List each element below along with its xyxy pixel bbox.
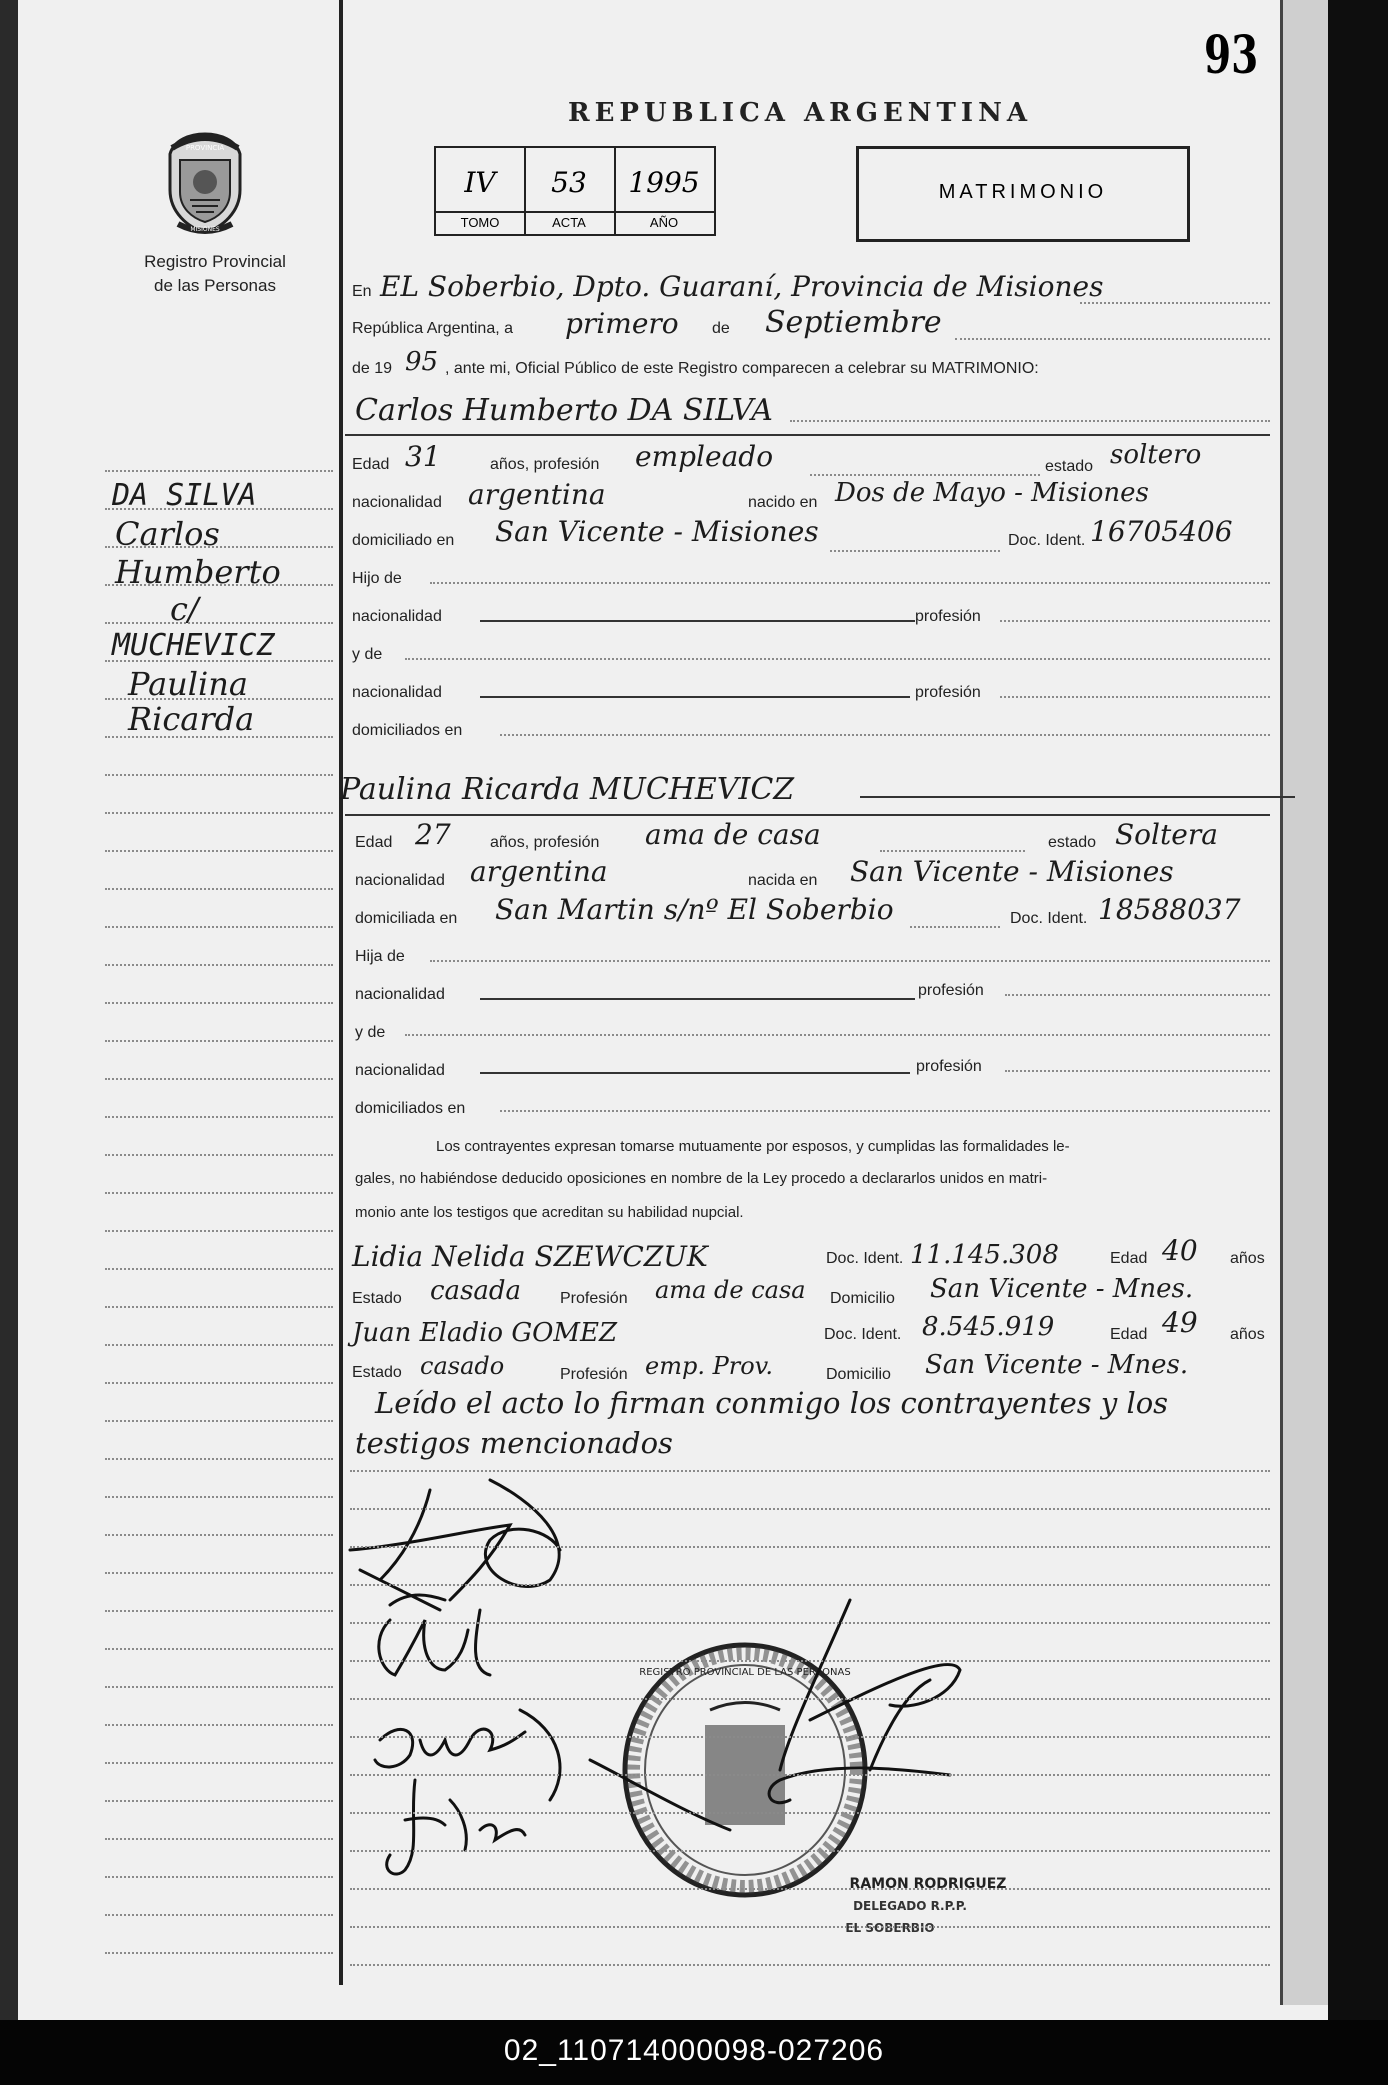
crest-bottom-text: MISIONES	[190, 226, 220, 233]
stamp-line-1: RAMON RODRIGUEZ	[849, 1876, 1007, 1892]
witness-1-doc-label: Doc. Ident.	[826, 1250, 904, 1267]
acta-value: 53	[551, 166, 587, 199]
witness-2-anos-label: años	[1230, 1326, 1265, 1343]
witness-2-doc: 8.545.919	[922, 1312, 1055, 1342]
margin-ruled-line	[105, 1496, 333, 1498]
witness-2-domicile: San Vicente - Mnes.	[925, 1350, 1189, 1380]
signature-ruled-line	[350, 1546, 1270, 1548]
section-rule	[345, 814, 1270, 816]
fill-line	[910, 926, 1000, 928]
bride-y-de-label: y de	[355, 1024, 386, 1041]
groom-nacionalidad-label: nacionalidad	[352, 494, 442, 511]
witness-1-estado-label: Estado	[352, 1290, 402, 1307]
witness-1-profesion-label: Profesión	[560, 1290, 628, 1307]
bride-profession: ama de casa	[645, 818, 821, 851]
fill-line	[955, 338, 1270, 340]
margin-ruled-line	[105, 1268, 333, 1270]
margin-ruled-line	[105, 584, 333, 586]
margin-ruled-line	[105, 1116, 333, 1118]
bride-doc: 18588037	[1098, 893, 1241, 926]
margin-ruled-line	[105, 698, 333, 700]
witness-1-domicilio-label: Domicilio	[830, 1290, 895, 1307]
intro-month: Septiembre	[765, 305, 942, 340]
fill-line	[500, 1110, 1270, 1112]
witness-2-estado: casado	[420, 1352, 505, 1380]
groom-civil-status: soltero	[1110, 440, 1202, 470]
margin-ruled-line	[105, 850, 333, 852]
margin-ruled-line	[105, 964, 333, 966]
margin-note-line-5: MUCHEVICZ	[112, 628, 275, 663]
groom-father-profesion-label: profesión	[915, 608, 981, 625]
groom-age: 31	[405, 440, 441, 473]
groom-domicile: San Vicente - Misiones	[495, 515, 819, 548]
bride-father-nacionalidad-label: nacionalidad	[355, 986, 445, 1003]
margin-ruled-line	[105, 1078, 333, 1080]
page-number: 93	[1204, 25, 1259, 86]
bride-nacionalidad-label: nacionalidad	[355, 872, 445, 889]
witness-1-anos-label: años	[1230, 1250, 1265, 1267]
act-type-box	[856, 146, 1190, 242]
groom-mother-profesion-label: profesión	[915, 684, 981, 701]
bride-mother-profesion-label: profesión	[916, 1058, 982, 1075]
groom-mother-nacionalidad-label: nacionalidad	[352, 684, 442, 701]
margin-ruled-line	[105, 508, 333, 510]
fill-line	[1000, 696, 1270, 698]
section-rule	[345, 434, 1270, 436]
margin-ruled-line	[105, 1306, 333, 1308]
fill-line	[430, 582, 1270, 584]
groom-estado-label: estado	[1045, 458, 1094, 475]
intro-year-prefix: de 19	[352, 360, 393, 377]
country-title: REPUBLICA ARGENTINA	[568, 98, 1033, 128]
margin-ruled-line	[105, 1838, 333, 1840]
margin-note-line-6: Paulina	[128, 665, 248, 703]
witness-2-estado-label: Estado	[352, 1364, 402, 1381]
bride-domicilio-label: domiciliada en	[355, 910, 458, 927]
groom-edad-label: Edad	[352, 456, 390, 473]
margin-ruled-line	[105, 1876, 333, 1878]
margin-ruled-line	[105, 1914, 333, 1916]
signature-ruled-line	[350, 1470, 1270, 1472]
fill-line	[500, 734, 1270, 736]
margin-ruled-line	[105, 888, 333, 890]
closing-line-1: Leído el acto lo firman conmigo los contrayentes y los	[375, 1386, 1169, 1420]
bride-domicile: San Martin s/nº El Soberbio	[495, 893, 894, 926]
groom-nacido-label: nacido en	[748, 494, 818, 511]
margin-ruled-line	[105, 1192, 333, 1194]
signature-ruled-line	[350, 1888, 1270, 1890]
anio-label: AÑO	[614, 211, 714, 230]
registry-office	[100, 250, 330, 298]
margin-ruled-line	[105, 1952, 333, 1954]
intro-de-label: de	[712, 320, 730, 337]
groom-doc: 16705406	[1090, 515, 1233, 548]
witness-1-doc: 11.145.308	[910, 1240, 1059, 1270]
province-crest-icon	[160, 130, 250, 235]
scan-identifier: 02_110714000098-027206	[503, 2034, 885, 2067]
signature-bride	[379, 1610, 490, 1675]
signature-ruled-line	[350, 1622, 1270, 1624]
signature-ruled-line	[350, 1698, 1270, 1700]
bride-birthplace: San Vicente - Misiones	[850, 855, 1174, 888]
bride-father-profesion-label: profesión	[918, 982, 984, 999]
signature-ruled-line	[350, 1774, 1270, 1776]
signature-witness-1	[375, 1710, 560, 1800]
witness-1-estado: casada	[430, 1276, 522, 1306]
anio-cell	[614, 148, 714, 234]
witness-2-age: 49	[1162, 1306, 1198, 1339]
witness-2-domicilio-label: Domicilio	[826, 1366, 891, 1383]
bride-age: 27	[415, 818, 451, 851]
witness-2-profession: emp. Prov.	[645, 1352, 773, 1380]
fill-line	[1005, 1070, 1270, 1072]
margin-ruled-line	[105, 622, 333, 624]
bride-nationality: argentina	[470, 855, 608, 888]
fill-line	[880, 850, 1025, 852]
page-edge	[1280, 0, 1328, 2005]
signature-groom	[350, 1480, 560, 1610]
office-line-1: Registro Provincial	[144, 252, 286, 271]
margin-ruled-line	[105, 470, 333, 472]
declaration-line-1: Los contrayentes expresan tomarse mutuamente por esposos, y cumplidas las formalidades le-	[436, 1138, 1070, 1155]
witness-2-profesion-label: Profesión	[560, 1366, 628, 1383]
closing-line-2: testigos mencionados	[355, 1426, 673, 1460]
signature-ruled-line	[350, 1508, 1270, 1510]
margin-ruled-line	[105, 546, 333, 548]
fill-line	[1080, 302, 1270, 304]
declaration-line-3: monio ante los testigos que acreditan su habilidad nupcial.	[355, 1204, 744, 1221]
groom-domicilio-label: domiciliado en	[352, 532, 455, 549]
bride-edad-label: Edad	[355, 834, 393, 851]
margin-ruled-line	[105, 660, 333, 662]
margin-ruled-line	[105, 1458, 333, 1460]
fill-line	[1005, 994, 1270, 996]
witness-1-domicile: San Vicente - Mnes.	[930, 1274, 1194, 1304]
bride-civil-status: Soltera	[1115, 818, 1218, 851]
bride-anos-profesion-label: años, profesión	[490, 834, 600, 851]
margin-divider	[339, 0, 343, 1985]
fill-line	[430, 960, 1270, 962]
margin-ruled-line	[105, 1724, 333, 1726]
declaration-line-2: gales, no habiéndose deducido oposiciones en nombre de la Ley procedo a declararlos unidos en matri-	[355, 1170, 1048, 1187]
fill-line	[480, 620, 915, 622]
witness-1-name: Lidia Nelida SZEWCZUK	[352, 1240, 708, 1273]
margin-ruled-line	[105, 812, 333, 814]
fill-line	[790, 420, 1270, 422]
fill-line	[830, 550, 1000, 552]
margin-note-line-4: c/	[170, 590, 199, 628]
witness-1-age: 40	[1162, 1234, 1198, 1267]
margin-ruled-line	[105, 1002, 333, 1004]
margin-ruled-line	[105, 1800, 333, 1802]
fill-line	[405, 1034, 1270, 1036]
margin-ruled-line	[105, 774, 333, 776]
tomo-cell	[436, 148, 526, 234]
margin-ruled-line	[105, 1420, 333, 1422]
margin-ruled-line	[105, 1610, 333, 1612]
tomo-label: TOMO	[436, 211, 524, 230]
margin-ruled-line	[105, 1344, 333, 1346]
margin-ruled-line	[105, 1534, 333, 1536]
witness-2-doc-label: Doc. Ident.	[824, 1326, 902, 1343]
registry-box	[434, 146, 716, 236]
acta-cell	[524, 148, 616, 234]
bride-name: Paulina Ricarda MUCHEVICZ	[340, 772, 795, 807]
office-line-2: de las Personas	[154, 276, 276, 295]
intro-year-suffix: 95	[405, 347, 439, 377]
margin-ruled-line	[105, 1382, 333, 1384]
witness-1-edad-label: Edad	[1110, 1250, 1148, 1267]
groom-father-nacionalidad-label: nacionalidad	[352, 608, 442, 625]
margin-note-line-3: Humberto	[115, 553, 281, 591]
intro-day: primero	[565, 307, 679, 340]
margin-ruled-line	[105, 1154, 333, 1156]
fill-line	[480, 1072, 910, 1074]
fill-line	[1000, 620, 1270, 622]
signature-ruled-line	[350, 1584, 1270, 1586]
seal-ring-text: REGISTRO PROVINCIAL DE LAS PERSONAS	[639, 1667, 851, 1678]
margin-note-line-2: Carlos	[115, 515, 220, 553]
margin-ruled-line	[105, 736, 333, 738]
bride-estado-label: estado	[1048, 834, 1097, 851]
groom-name: Carlos Humberto DA SILVA	[355, 393, 773, 428]
margin-note-line-7: Ricarda	[128, 700, 255, 738]
stamp-line-3: EL SOBERBIO	[845, 1921, 935, 1935]
acta-label: ACTA	[524, 211, 614, 230]
signature-ruled-line	[350, 1850, 1270, 1852]
fill-line	[480, 696, 910, 698]
signature-witness-2	[387, 1780, 525, 1874]
intro-place: EL Soberbio, Dpto. Guaraní, Provincia de Misiones	[380, 270, 1104, 303]
intro-republica-label: República Argentina, a	[352, 320, 513, 337]
bride-hija-label: Hija de	[355, 948, 405, 965]
margin-ruled-line	[105, 1040, 333, 1042]
margin-ruled-line	[105, 1648, 333, 1650]
signatures-and-seal	[350, 1470, 1007, 1940]
signature-ruled-line	[350, 1964, 1270, 1966]
margin-ruled-line	[105, 1686, 333, 1688]
intro-en-label: En	[352, 283, 372, 300]
bride-domiciliados-label: domiciliados en	[355, 1100, 466, 1117]
crest-top-text: PROVINCIA	[185, 144, 225, 152]
margin-ruled-line	[105, 1762, 333, 1764]
groom-doc-label: Doc. Ident.	[1008, 532, 1086, 549]
groom-birthplace: Dos de Mayo - Misiones	[835, 478, 1149, 508]
witness-1-profession: ama de casa	[655, 1276, 806, 1304]
margin-note-line-1: DA SILVA	[112, 478, 257, 513]
groom-anos-profesion-label: años, profesión	[490, 456, 600, 473]
signature-ruled-line	[350, 1812, 1270, 1814]
witness-2-edad-label: Edad	[1110, 1326, 1148, 1343]
margin-ruled-line	[105, 926, 333, 928]
bride-doc-label: Doc. Ident.	[1010, 910, 1088, 927]
bride-mother-nacionalidad-label: nacionalidad	[355, 1062, 445, 1079]
fill-line	[810, 474, 1040, 476]
groom-y-de-label: y de	[352, 646, 383, 663]
signature-ruled-line	[350, 1660, 1270, 1662]
witness-2-name: Juan Eladio GOMEZ	[352, 1318, 618, 1348]
stamp-line-2: DELEGADO R.P.P.	[853, 1899, 967, 1913]
signature-ruled-line	[350, 1736, 1270, 1738]
margin-ruled-line	[105, 1230, 333, 1232]
margin-ruled-line	[105, 1572, 333, 1574]
groom-domiciliados-label: domiciliados en	[352, 722, 463, 739]
fill-line	[480, 998, 915, 1000]
bride-nacida-label: nacida en	[748, 872, 818, 889]
fill-line	[860, 796, 1295, 798]
tomo-value: IV	[464, 166, 496, 199]
groom-profession: empleado	[635, 440, 774, 473]
fill-line	[405, 658, 1270, 660]
groom-nationality: argentina	[468, 478, 606, 511]
intro-sentence: , ante mi, Oficial Público de este Registro comparecen a celebrar su MATRIMONIO:	[445, 360, 1039, 377]
act-type-label: MATRIMONIO	[938, 181, 1108, 203]
groom-hijo-label: Hijo de	[352, 570, 402, 587]
signature-ruled-line	[350, 1926, 1270, 1928]
anio-value: 1995	[628, 166, 700, 199]
